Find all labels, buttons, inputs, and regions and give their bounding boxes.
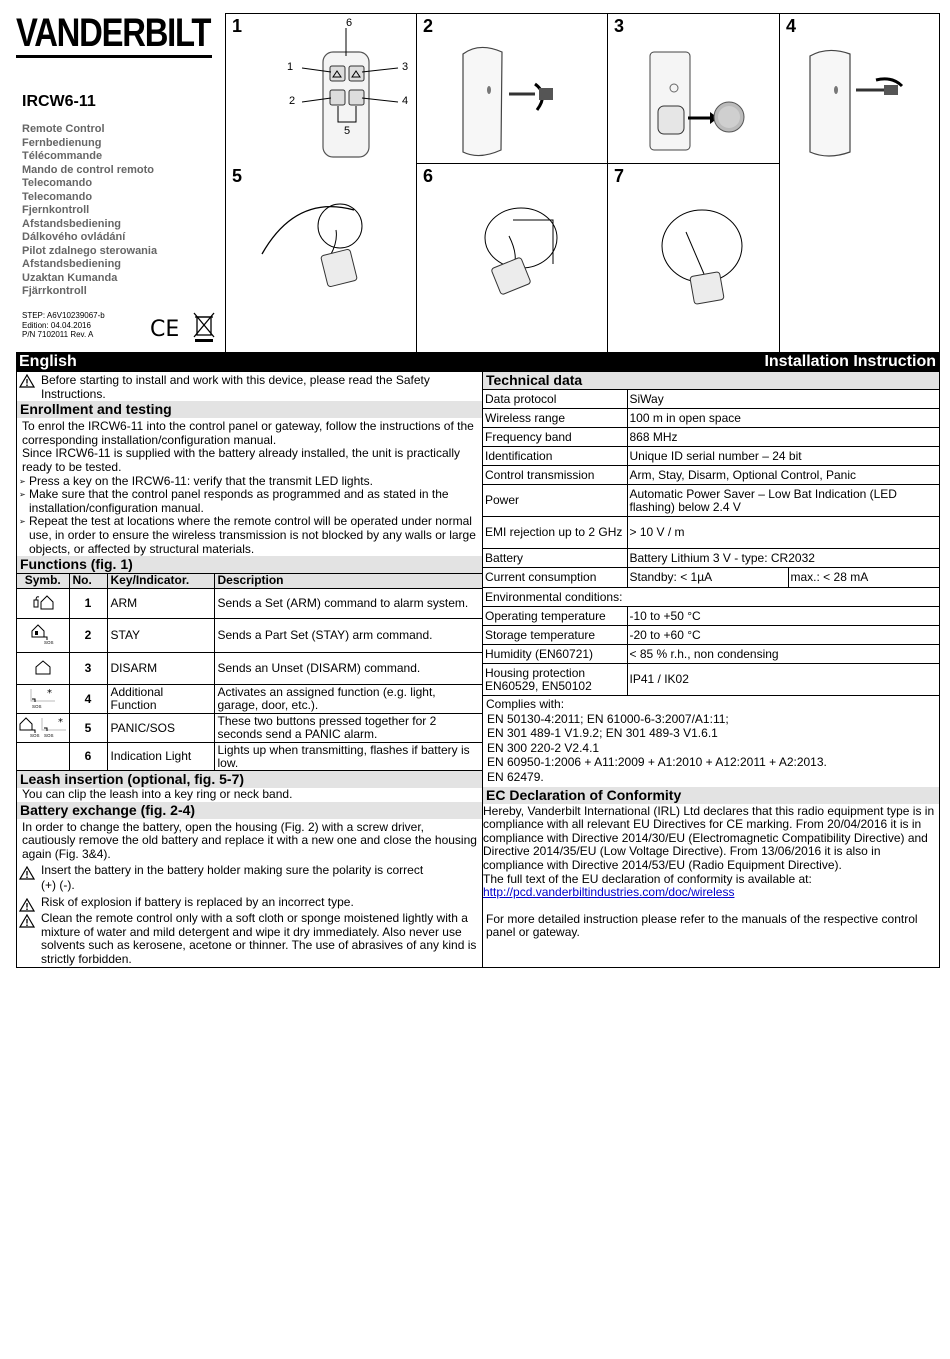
section-heading: Battery exchange (fig. 2-4) xyxy=(17,802,482,819)
lang-title: Afstandsbediening xyxy=(22,217,122,230)
figure-number: 6 xyxy=(423,166,434,186)
battery-text: In order to change the battery, open the housing (Fig. 2) with a screw driver, cautiously remove the old battery and replace it with a new one and close the housing again (Fig. 3&4). xyxy=(22,819,477,861)
figure-4 xyxy=(780,14,941,164)
sos-label: SOS xyxy=(31,703,42,709)
function-description: Activates an assigned function (e.g. light, garage, door, etc.). xyxy=(214,685,482,714)
spec-value: 100 m in open space xyxy=(627,409,939,428)
lang-title: Remote Control xyxy=(22,123,105,135)
remote-control-illustration xyxy=(226,14,416,164)
lang-title: Fjernkontroll xyxy=(22,204,90,216)
document-meta xyxy=(22,311,105,340)
figure-number: 1 xyxy=(232,16,243,36)
arm-symbol-icon xyxy=(17,589,69,619)
table-row xyxy=(17,619,482,653)
language-section-bar xyxy=(16,352,940,372)
figure-2 xyxy=(417,14,608,164)
section-heading: EC Declaration of Conformity xyxy=(483,787,939,804)
fig1-callout: 4 xyxy=(402,95,409,107)
spec-key: Power xyxy=(483,485,627,517)
table-row xyxy=(17,653,482,685)
environment-heading: Environmental conditions: xyxy=(483,588,939,607)
table-row xyxy=(17,589,482,619)
polarity-warning xyxy=(17,864,482,893)
warning-icon xyxy=(19,866,35,880)
function-number: 4 xyxy=(69,685,107,714)
lang-title: Telecomando xyxy=(22,177,93,189)
function-key: ARM xyxy=(107,589,214,619)
cleaning-warning-text: Clean the remote control only with a soft cloth or sponge moistened lightly with a mixture of water and mild detergent and wipe it dry immediately. Also never use solvents such as kerosene, acetone or thinner. The use of abrasives of any kind is strictly forbidden. xyxy=(41,911,477,967)
lang-title: Telecomando xyxy=(22,190,93,203)
max-current: max.: < 28 mA xyxy=(790,570,869,584)
figure-number: 2 xyxy=(423,16,434,36)
polarity-warning-text: Insert the battery in the battery holder making sure the polarity is correct xyxy=(41,862,424,877)
table-row xyxy=(17,743,482,771)
function-description: These two buttons pressed together for 2 seconds send a PANIC alarm. xyxy=(214,714,482,743)
functions-table xyxy=(17,573,482,771)
part-number: P/N 7102011 Rev. A xyxy=(22,330,94,339)
function-key: Additional Function xyxy=(107,685,214,714)
lang-title: Télécommande xyxy=(22,150,103,162)
fig1-callout: 6 xyxy=(346,17,353,29)
ce-mark-icon: CE xyxy=(150,317,180,342)
function-number: 1 xyxy=(69,589,107,619)
safety-note xyxy=(17,372,482,401)
logo-rule xyxy=(16,55,212,58)
standard-line: EN 50130-4:2011; EN 61000-6-3:2007/A1:11; xyxy=(487,711,729,726)
declaration-link[interactable]: http://pcd.vanderbiltindustries.com/doc/wireless xyxy=(483,885,735,900)
spec-key: Humidity (EN60721) xyxy=(483,645,627,664)
fig1-callout: 3 xyxy=(402,61,409,73)
table-row xyxy=(483,390,939,409)
table-row xyxy=(17,685,482,714)
column-header: No. xyxy=(69,574,107,589)
column-header: Key/Indicator. xyxy=(107,574,214,589)
column-header: Symb. xyxy=(17,574,69,589)
fig1-callout: 2 xyxy=(289,95,296,107)
figure-7 xyxy=(608,164,780,354)
lang-title: Fjärrkontroll xyxy=(22,285,87,297)
lang-title: Dálkového ovládání xyxy=(22,231,126,243)
left-column xyxy=(16,372,483,968)
standard-line: EN 301 489-1 V1.9.2; EN 301 489-3 V1.6.1 xyxy=(487,726,718,741)
bullet-item: ➢ Press a key on the IRCW6-11: verify that the transmit LED lights. xyxy=(17,475,482,489)
spec-key: Current consumption xyxy=(483,568,627,588)
bullet-item: ➢ Make sure that the control panel responds as programmed and as stated in the installation/configuration manual. xyxy=(17,488,482,515)
explosion-warning-text: Risk of explosion if battery is replaced by an incorrect type. xyxy=(41,894,354,909)
function-number: 5 xyxy=(69,714,107,743)
current-consumption-cell xyxy=(627,568,939,588)
table-row xyxy=(483,428,939,447)
spec-value: IP41 / IK02 xyxy=(627,664,939,696)
function-key: DISARM xyxy=(107,653,214,685)
table-row xyxy=(483,549,939,568)
function-number: 2 xyxy=(69,619,107,653)
spec-value: > 10 V / m xyxy=(627,517,939,549)
enroll-paragraph: Since IRCW6-11 is supplied with the battery already installed, the unit is practically ready to be tested. xyxy=(22,446,460,474)
figure-number: 3 xyxy=(614,16,625,36)
spec-value: Automatic Power Saver – Low Bat Indication (LED flashing) below 2.4 V xyxy=(627,485,939,517)
table-row xyxy=(483,568,939,588)
standard-line: EN 60950-1:2006 + A11:2009 + A1:2010 + A12:2011 + A2:2013. xyxy=(487,755,827,770)
spec-value: -20 to +60 °C xyxy=(627,626,939,645)
standby-current: Standby: < 1µA xyxy=(628,568,789,587)
table-row xyxy=(483,664,939,696)
complies-with-block xyxy=(483,696,939,785)
step-number: STEP: A6V10239067-b xyxy=(22,311,105,320)
sos-label: SOS xyxy=(43,732,54,738)
table-row xyxy=(483,607,939,626)
function-key: Indication Light xyxy=(107,743,214,771)
figure-number: 5 xyxy=(232,166,243,186)
table-row xyxy=(483,626,939,645)
lang-title: Pilot zdalnego sterowania xyxy=(22,244,158,257)
edition-date: Edition: 04.04.2016 xyxy=(22,320,91,330)
figure-6 xyxy=(417,164,608,354)
figure-grid xyxy=(225,13,940,353)
disarm-symbol-icon xyxy=(17,653,69,685)
section-heading: Functions (fig. 1) xyxy=(17,556,482,573)
lang-title: Mando de control remoto xyxy=(22,163,154,176)
product-name: IRCW6-11 xyxy=(22,93,96,110)
spec-value: Arm, Stay, Disarm, Optional Control, Panic xyxy=(627,466,939,485)
weee-bin-icon xyxy=(193,311,215,343)
figure-3 xyxy=(608,14,780,164)
empty-symbol-cell xyxy=(17,743,69,771)
spec-key: Wireless range xyxy=(483,409,627,428)
stay-symbol-icon xyxy=(17,619,69,653)
leash-text: You can clip the leash into a key ring or neck band. xyxy=(22,787,293,802)
battery-replacement-illustration xyxy=(608,14,780,164)
function-key: STAY xyxy=(107,619,214,653)
function-description: Lights up when transmitting, flashes if battery is low. xyxy=(214,743,482,771)
function-number: 6 xyxy=(69,743,107,771)
figure-5 xyxy=(226,164,417,354)
fig1-callout: 1 xyxy=(287,61,294,73)
lang-title: Fernbedienung xyxy=(22,136,102,149)
explosion-warning xyxy=(17,896,482,910)
sos-label: SOS xyxy=(29,732,40,738)
table-row xyxy=(483,447,939,466)
function-number: 3 xyxy=(69,653,107,685)
polarity-symbols: (+) (-). xyxy=(41,878,75,893)
spec-key: Data protocol xyxy=(483,390,627,409)
spec-key: Frequency band xyxy=(483,428,627,447)
spec-value: 868 MHz xyxy=(627,428,939,447)
spec-key: Operating temperature xyxy=(483,607,627,626)
vanderbilt-logo: VANDERBILT xyxy=(16,11,211,55)
function-description: Sends a Part Set (STAY) arm command. xyxy=(214,619,482,653)
spec-value: SiWay xyxy=(627,390,939,409)
leash-step-illustration xyxy=(226,164,416,354)
sos-label: SOS xyxy=(43,640,54,646)
open-housing-illustration xyxy=(417,14,607,164)
table-row xyxy=(483,409,939,428)
fig1-callout: 5 xyxy=(344,125,351,137)
document-type-label: Installation Instruction xyxy=(764,353,936,370)
table-row xyxy=(483,588,939,607)
lang-title: Afstandsbediening xyxy=(22,258,122,270)
leash-step-illustration xyxy=(417,164,607,354)
header-logo-column xyxy=(16,13,225,353)
table-row xyxy=(17,714,482,743)
enroll-paragraph: To enrol the IRCW6-11 into the control panel or gateway, follow the instructions of the corresponding installation/configuration manual. xyxy=(22,419,474,447)
right-column xyxy=(483,372,940,968)
spec-value: -10 to +50 °C xyxy=(627,607,939,626)
additional-symbol-icon xyxy=(17,685,69,714)
spec-key: Identification xyxy=(483,447,627,466)
spec-value: Battery Lithium 3 V - type: CR2032 xyxy=(627,549,939,568)
product-title-languages xyxy=(22,123,157,299)
column-header: Description xyxy=(214,574,482,589)
spec-key: Housing protection EN60529, EN50102 xyxy=(483,664,627,696)
figure-number: 4 xyxy=(786,16,797,36)
warning-icon xyxy=(19,898,35,912)
more-info-text: For more detailed instruction please refer to the manuals of the respective control panel or gateway. xyxy=(486,911,918,940)
panic-symbol-icon xyxy=(17,714,69,743)
technical-data-table xyxy=(483,389,939,696)
language-label: English xyxy=(19,353,77,370)
spec-key: Battery xyxy=(483,549,627,568)
table-row xyxy=(483,485,939,517)
table-row xyxy=(483,645,939,664)
complies-heading: Complies with: xyxy=(486,697,565,711)
safety-note-text: Before starting to install and work with this device, please read the Safety Instructions. xyxy=(41,373,430,401)
table-header-row xyxy=(17,574,482,589)
standard-line: EN 300 220-2 V2.4.1 xyxy=(487,740,600,755)
figure-number: 7 xyxy=(614,166,625,186)
spec-value: < 85 % r.h., non condensing xyxy=(627,645,939,664)
spec-key: Storage temperature xyxy=(483,626,627,645)
lang-title: Uzaktan Kumanda xyxy=(22,271,118,284)
svg-text:*: * xyxy=(57,716,63,728)
table-row xyxy=(483,466,939,485)
ec-declaration-availability: The full text of the EU declaration of conformity is available at: xyxy=(483,871,812,886)
close-housing-illustration xyxy=(780,14,940,164)
warning-icon xyxy=(19,914,35,928)
bullet-item: ➢ Repeat the test at locations where the remote control will be operated under normal use, in order to ensure the wireless transmission is not blocked by any walls or large objects, or affected by structural materials. xyxy=(17,515,482,556)
spec-key: EMI rejection up to 2 GHz xyxy=(483,517,627,549)
section-heading: Leash insertion (optional, fig. 5-7) xyxy=(17,771,482,788)
section-heading: Technical data xyxy=(483,372,939,389)
ec-declaration-text: Hereby, Vanderbilt International (IRL) Ltd declares that this radio equipment type is in compliance with all relevant EU Directives for CE marking. From 20/04/2016 it is in compliance with Directive 2014/30/EU (Electromagnetic Compatibility Directive) and Directive 2014/35/EU (Low Voltage Directive). From 13/06/2016 it is also in compliance with Directive 2014/53/EU (Radio Equipment Directive). xyxy=(483,803,935,872)
spec-value: Unique ID serial number – 24 bit xyxy=(627,447,939,466)
standard-line: EN 62479. xyxy=(487,769,544,784)
section-heading: Enrollment and testing xyxy=(17,401,482,418)
table-row xyxy=(483,517,939,549)
svg-text:*: * xyxy=(46,687,52,699)
function-description: Sends a Set (ARM) command to alarm system. xyxy=(214,589,482,619)
spec-key: Control transmission xyxy=(483,466,627,485)
function-key: PANIC/SOS xyxy=(107,714,214,743)
cleaning-warning xyxy=(17,912,482,966)
leash-step-illustration xyxy=(608,164,780,354)
warning-icon xyxy=(19,374,35,388)
function-description: Sends an Unset (DISARM) command. xyxy=(214,653,482,685)
